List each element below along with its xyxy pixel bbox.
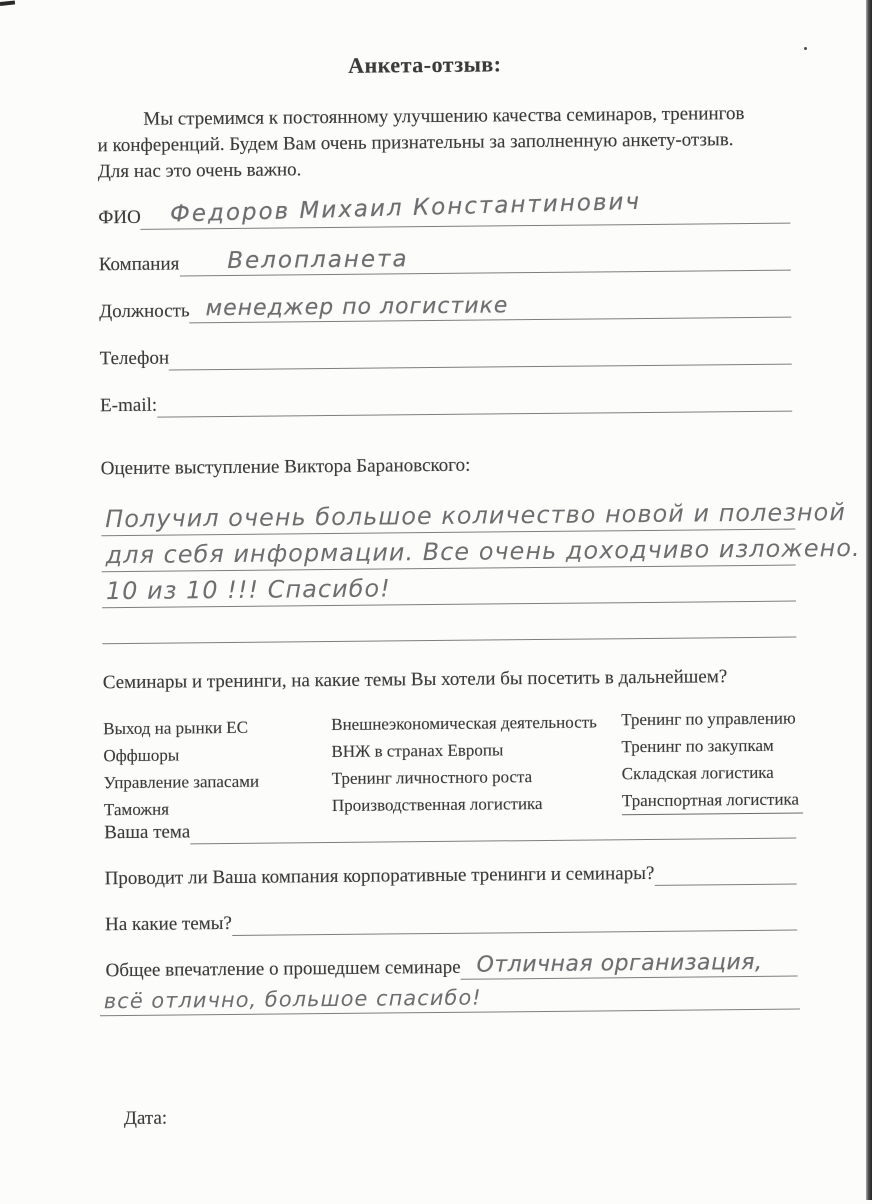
field-which-topics-line (232, 909, 797, 936)
evaluation-handwritten-line: для себя информации. Все очень доходчиво изложено. (105, 533, 861, 570)
topic-item: ВНЖ в странах Европы (331, 740, 504, 762)
impression-handwritten-line1: Отличная организация, (476, 949, 763, 978)
field-fio (98, 188, 790, 231)
intro-paragraph (97, 101, 798, 186)
field-fio-line (141, 188, 791, 230)
topic-item: Выход на рынки ЕС (103, 717, 249, 739)
evaluation-handwritten-line: 10 из 10 !!! Спасибо! (105, 574, 391, 606)
field-which-topics-label: На какие темы? (105, 912, 233, 936)
field-corporate-question (105, 863, 797, 892)
topic-item: Управление запасами (103, 771, 260, 793)
topic-item: Тренинг по управлению (621, 708, 796, 730)
field-company-line (179, 246, 791, 277)
field-your-topic-label: Ваша тема (104, 821, 191, 844)
intro-line: и конференций. Будем Вам очень признательны за заполненную анкету-отзыв. (97, 129, 734, 157)
topic-item: Тренинг личностного роста (331, 767, 533, 789)
field-fio-handwritten-value: Федоров Михаил Константинович (170, 188, 642, 228)
field-company-handwritten-value: Велопланета (227, 246, 409, 274)
field-email-label: E-mail: (100, 394, 158, 417)
topics-question: Семинары и тренинги, на какие темы Вы хотели бы посетить в дальнейшем? (102, 666, 728, 694)
field-phone-label: Телефон (99, 347, 170, 370)
field-phone (100, 343, 792, 372)
field-corporate-question-line (654, 863, 797, 886)
topic-item: Тренинг по закупкам (621, 735, 774, 757)
field-impression-label: Общее впечатление о прошедшем семинаре (105, 956, 461, 982)
topic-item-underlined: Транспортная логистика (622, 785, 803, 815)
scan-dust-speck (804, 47, 807, 50)
field-fio-label: ФИО (98, 206, 141, 229)
field-phone-line (169, 343, 792, 371)
topic-item: Складская логистика (621, 762, 774, 784)
intro-line: Мы стремимся к постоянному улучшению качества семинаров, тренингов (143, 103, 745, 130)
intro-line: Для нас это очень важно. (97, 159, 302, 183)
form-title: Анкета-отзыв: (348, 51, 502, 78)
field-company (98, 246, 791, 278)
field-corporate-question-label: Проводит ли Ваша компания корпоративные тренинги и семинары? (104, 862, 655, 890)
field-which-topics (105, 909, 797, 938)
topic-item: Оффшоры (103, 745, 180, 766)
field-company-label: Компания (98, 253, 180, 276)
topic-item: Производственная логистика (331, 793, 543, 816)
field-position-line (189, 293, 791, 324)
field-email (100, 390, 792, 419)
topics-column-3 (621, 704, 803, 815)
field-position-label: Должность (99, 300, 190, 323)
evaluation-prompt: Оцените выступление Виктора Барановского: (100, 454, 471, 480)
field-email-line (157, 390, 792, 418)
field-position-handwritten-value: менеджер по логистике (205, 293, 509, 322)
scan-edge-shadow (866, 0, 872, 1200)
topic-item: Таможня (103, 799, 170, 820)
field-position (99, 293, 791, 325)
evaluation-handwritten-line: Получил очень большое количество новой и полезной (105, 498, 846, 534)
topic-item: Внешнеэкономическая деятельность (331, 712, 597, 735)
field-your-topic-line (190, 817, 796, 845)
impression-answer-line2 (100, 975, 800, 1017)
date-label: Дата: (123, 1107, 168, 1130)
evaluation-answer-line (102, 601, 796, 645)
topics-column-2 (331, 708, 598, 819)
impression-handwritten-line2: всё отлично, большое спасибо! (103, 985, 482, 1014)
topics-column-1 (103, 714, 259, 823)
